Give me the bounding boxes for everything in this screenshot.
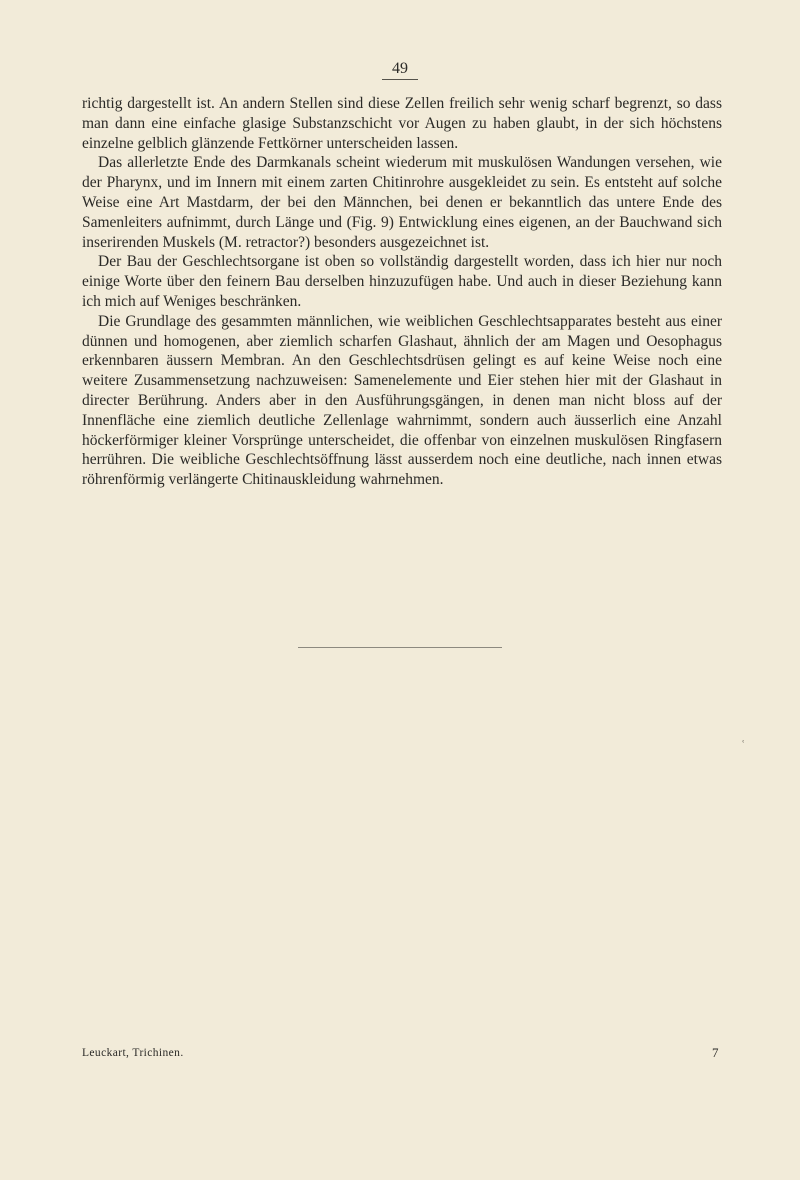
page-number-text: 49: [382, 60, 418, 80]
footer-running-title: [82, 1047, 184, 1059]
footer-title: Trichinen.: [132, 1047, 184, 1059]
footer-author: Leuckart,: [82, 1047, 130, 1059]
page-number: [0, 60, 800, 80]
paragraph-2: Das allerletzte Ende des Darmkanals scheint wiederum mit muskulösen Wandungen versehen, wie der Pharynx, und im Innern mit einem zarten Chitinrohre ausgekleidet zu sein. Es entsteht auf solche Weise eine Art Mastdarm, der bei den Männchen, bei denen er bekanntlich das untere Ende des Samenleiters aufnimmt, durch Länge und (Fig. 9) Entwicklung eines eigenen, an der Bauchwand sich inserirenden Muskels (M. retractor?) besonders ausgezeichnet ist.: [82, 154, 722, 251]
section-divider: [298, 647, 502, 648]
paragraph-4: Die Grundlage des gesammten männlichen, wie weiblichen Geschlechtsapparates besteht aus einer dünnen und homogenen, aber ziemlich scharfen Glashaut, ähnlich der am Magen und Oesophagus erkennbaren äussern Membran. An den Geschlechtsdrüsen gelingt es auf keine Weise noch eine weitere Zusammensetzung nachzuweisen: Samenelemente und Eier stehen hier mit der Glashaut in directer Berührung. Anders aber in den Ausführungsgängen, in denen man nicht bloss auf der Innenfläche eine ziemlich deutliche Zellenlage wahrnimmt, sondern auch äusserlich eine Anzahl höckerförmiger kleiner Vorsprünge unterscheidet, die offenbar von einzelnen muskulösen Ringfasern herrühren. Die weibliche Geschlechtsöffnung lässt ausserdem noch eine deutliche, nach innen etwas röhrenförmig verlängerte Chitinauskleidung wahrnehmen.: [82, 312, 722, 489]
footer-signature: 7: [712, 1045, 719, 1060]
paragraph-3: Der Bau der Geschlechtsorgane ist oben so vollständig dargestellt worden, dass ich hier nur noch einige Worte über den feinern Bau derselben hinzuzufügen habe. Und auch in dieser Beziehung kann ich mich auf Weniges beschränken.: [82, 253, 722, 310]
body-text: [82, 94, 722, 490]
paragraph-1: richtig dargestellt ist. An andern Stellen sind diese Zellen freilich sehr wenig scharf begrenzt, so dass man dann eine einfache glasige Substanzschicht vor Augen zu haben glaubt, in der sich höchstens einzelne gelblich glänzende Fettkörner unterscheiden lassen.: [82, 95, 722, 152]
margin-mark: ʿ: [742, 740, 745, 750]
